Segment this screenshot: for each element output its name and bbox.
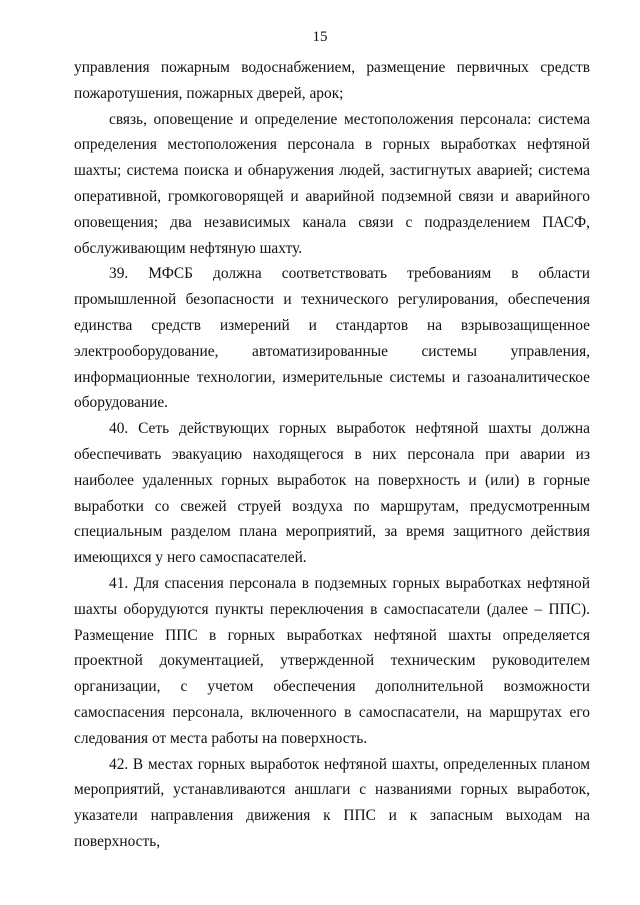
- document-body: [74, 55, 590, 855]
- paragraph-41: 41. Для спасения персонала в подземных горных выработках нефтяной шахты оборудуются пункты переключения в самоспасатели (далее – ППС). Размещение ППС в горных выработках нефтяной шахты определяется проектной документацией, утвержденной техническим руководителем организации, с учетом обеспечения дополнительной возможности самоспасения персонала, включенного в самоспасатели, на маршрутах его следования от места работы на поверхность.: [74, 574, 590, 747]
- paragraph-40: 40. Сеть действующих горных выработок нефтяной шахты должна обеспечивать эвакуацию находящегося в них персонала при аварии из наиболее удаленных горных выработок на поверхность и (или) в горные выработки со свежей струей воздуха по маршрутам, предусмотренным специальным разделом плана мероприятий, за время защитного действия имеющихся у него самоспасателей.: [74, 420, 590, 567]
- paragraph-42: 42. В местах горных выработок нефтяной шахты, определенных планом мероприятий, устанавливаются аншлаги с названиями горных выработок, указатели направления движения к ППС и к запасным выходам на поверхность,: [74, 755, 590, 850]
- page-number: 15: [312, 29, 328, 45]
- paragraph-communication: связь, оповещение и определение местоположения персонала: система определения местоположения персонала в горных выработках нефтяной шахты; система поиска и обнаружения людей, застигнутых аварией; система оперативной, громкоговорящей и аварийной подземной связи и аварийного оповещения; два независимых канала связи с подразделением ПАСФ, обслуживающим нефтяную шахту.: [74, 110, 590, 257]
- paragraph-continuation: управления пожарным водоснабжением, размещение первичных средств пожаротушения, пожарных дверей, арок;: [74, 59, 590, 102]
- paragraph-39: 39. МФСБ должна соответствовать требованиям в области промышленной безопасности и технического регулирования, обеспечения единства средств измерений и стандартов на взрывозащищенное электрооборудование, автоматизированные системы управления, информационные технологии, измерительные системы и газоаналитическое оборудование.: [74, 265, 590, 412]
